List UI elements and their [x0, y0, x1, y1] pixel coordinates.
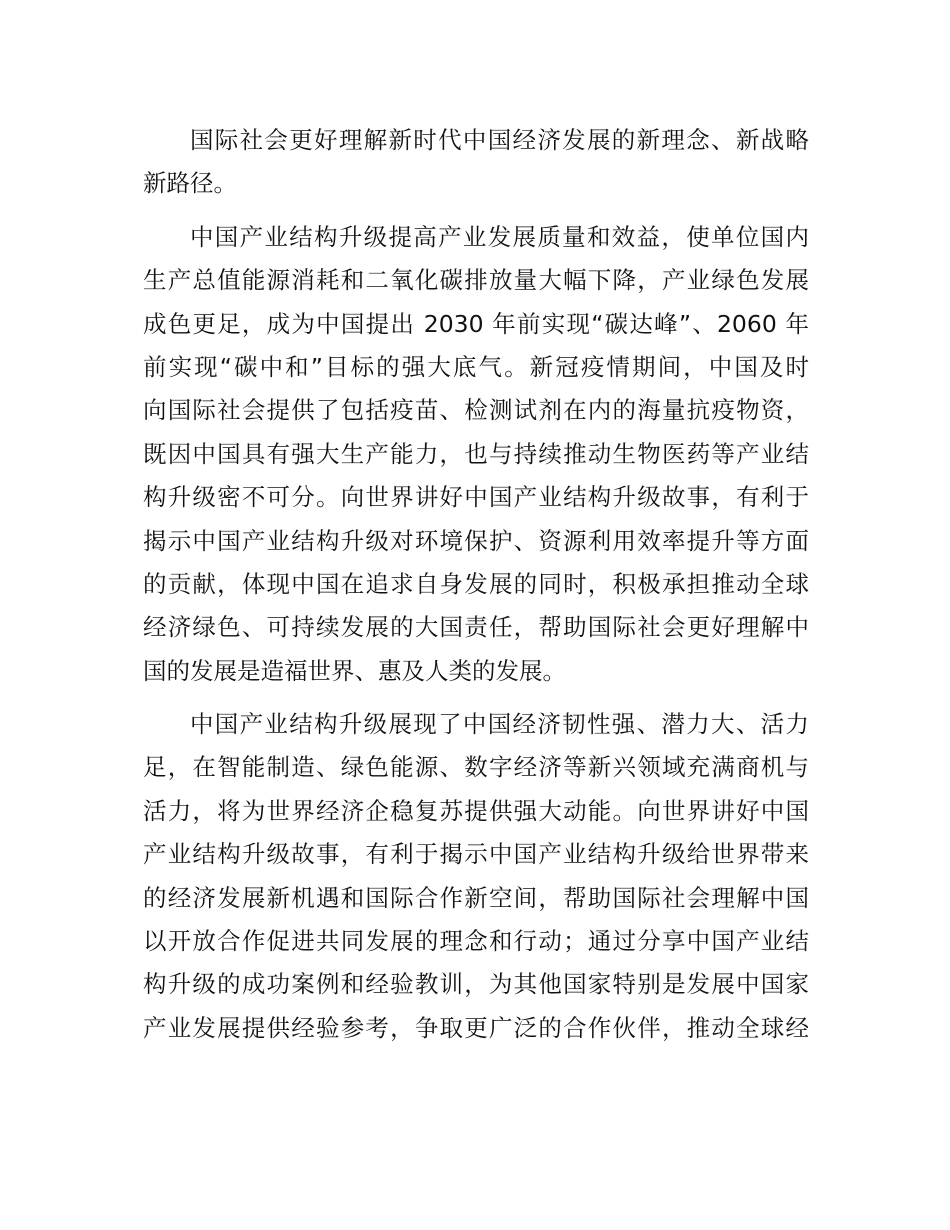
paragraph-2: [143, 216, 809, 693]
text-line: 生产总值能源消耗和二氧化碳排放量大幅下降，产业绿色发展: [143, 266, 809, 295]
text-line: 既因中国具有强大生产能力，也与持续推动生物医药等产业结: [143, 439, 809, 468]
text-line: 国际社会更好理解新时代中国经济发展的新理念、新战略: [190, 126, 809, 154]
text-line: 构升级的成功案例和经验教训，为其他国家特别是发展中国家: [143, 970, 809, 999]
text-line: 前实现“碳中和”目标的强大底气。新冠疫情期间，中国及时: [143, 352, 809, 381]
text-line: 产业结构升级故事，有利于揭示中国产业结构升级给世界带来: [143, 840, 809, 869]
text-line: 向国际社会提供了包括疫苗、检测试剂在内的海量抗疫物资，: [143, 396, 809, 425]
text-line: 的贡献，体现中国在追求自身发展的同时，积极承担推动全球: [143, 569, 809, 598]
text-line: 以开放合作促进共同发展的理念和行动；通过分享中国产业结: [143, 927, 809, 956]
document-page: [143, 119, 809, 1060]
text-line: 中国产业结构升级展现了中国经济韧性强、潜力大、活力: [190, 710, 809, 739]
text-line: 中国产业结构升级提高产业发展质量和效益，使单位国内: [190, 222, 809, 251]
text-line: 的经济发展新机遇和国际合作新空间，帮助国际社会理解中国: [143, 883, 809, 912]
text-line: 成色更足，成为中国提出 2030 年前实现“碳达峰”、2060 年: [143, 309, 809, 338]
text-line: 国的发展是造福世界、惠及人类的发展。: [143, 656, 566, 685]
text-line: 构升级密不可分。向世界讲好中国产业结构升级故事，有利于: [143, 483, 809, 512]
text-line: 揭示中国产业结构升级对环境保护、资源利用效率提升等方面: [143, 526, 809, 555]
text-line: 新路径。: [143, 169, 237, 198]
text-line: 经济绿色、可持续发展的大国责任，帮助国际社会更好理解中: [143, 613, 809, 642]
text-line: 足，在智能制造、绿色能源、数字经济等新兴领域充满商机与: [143, 753, 809, 782]
paragraph-3: [143, 703, 809, 1050]
text-line: 活力，将为世界经济企稳复苏提供强大动能。向世界讲好中国: [143, 796, 809, 825]
text-line: 产业发展提供经验参考，争取更广泛的合作伙伴，推动全球经: [143, 1013, 809, 1042]
paragraph-1: [143, 119, 809, 206]
